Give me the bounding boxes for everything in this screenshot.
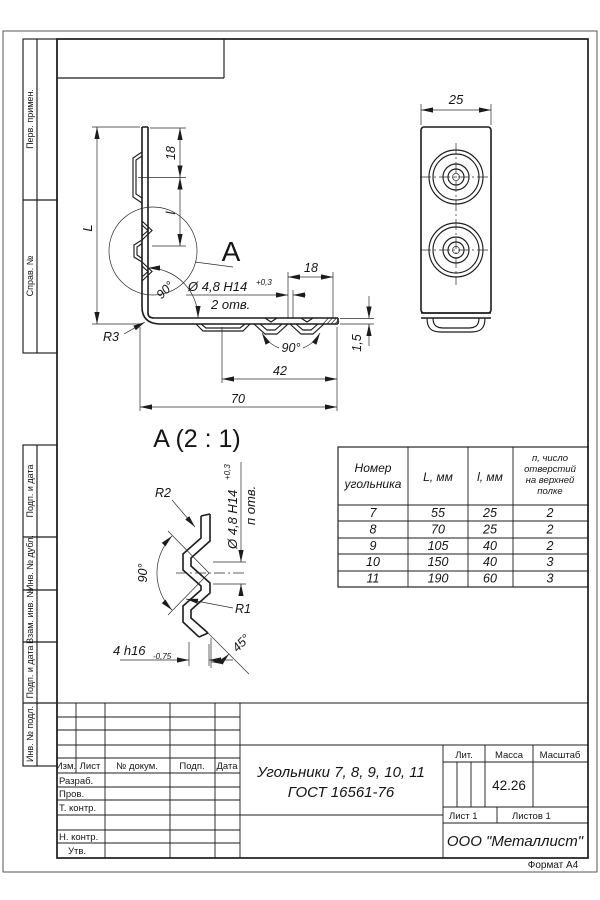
drawing-frame	[3, 31, 597, 872]
extension-lines	[421, 104, 491, 125]
col-header-number-line2: угольника	[344, 477, 402, 491]
table-row	[370, 523, 554, 537]
foot-emboss	[427, 318, 485, 332]
sidebar-label: Взам. инв. №	[25, 588, 35, 644]
thickness-dim-label: 4 h16	[113, 643, 146, 658]
sidebar-label: Подп. и дата	[25, 645, 35, 699]
hole-note-tolerance: +0,3	[256, 278, 272, 287]
mass-label: Масса	[494, 750, 524, 761]
rev-header-podp: Подп.	[179, 761, 205, 772]
detail-view	[113, 425, 258, 674]
angle-90-arc	[157, 536, 172, 610]
parameter-table	[338, 447, 588, 587]
cell-number: 9	[369, 539, 377, 553]
bend-lines	[421, 313, 491, 318]
cell-number: 7	[369, 506, 377, 520]
countersink-arc-right	[303, 333, 320, 348]
sidebar-label: Перв. примен.	[25, 89, 35, 149]
table-row	[367, 572, 554, 586]
row-label-utv: Утв.	[68, 846, 87, 857]
cell-l: 40	[483, 555, 497, 569]
cell-l: 25	[483, 522, 497, 537]
countersink-arc-left	[262, 333, 279, 348]
main-frame	[57, 39, 588, 858]
dim-18-top-label: 18	[164, 146, 178, 160]
table-row	[366, 555, 553, 569]
rev-header-data: Дата	[216, 761, 238, 772]
extension-lines	[92, 127, 374, 411]
sidebar-top-dividers	[23, 39, 57, 353]
sheets-total: Листов 1	[512, 811, 551, 822]
cell-l: 60	[483, 571, 497, 586]
sidebar-label: Инв. № подл.	[25, 705, 35, 763]
sidebar-label: Справ. №	[25, 255, 35, 297]
scale-label: Масштаб	[539, 750, 581, 761]
top-left-stamp-box	[57, 39, 224, 78]
col-header-number-line1: Номер	[354, 461, 392, 475]
col-header-n-line4: полке	[537, 486, 563, 497]
radius-r2-label: R2	[155, 486, 171, 500]
hole-note-line1: Ø 4,8 H14	[225, 489, 240, 549]
cell-number: 8	[369, 522, 377, 537]
row-label-nkontr: Н. контр.	[59, 832, 99, 843]
center-lines	[420, 143, 492, 285]
cell-L: 190	[427, 571, 449, 586]
angle-45-label: 45°	[229, 631, 253, 655]
sidebar-box-top	[23, 39, 57, 353]
rev-header-list: Лист	[79, 761, 101, 772]
doc-title-line2: ГОСТ 16561-76	[287, 784, 395, 801]
cell-n: 3	[546, 555, 554, 569]
thickness-tolerance: -0,75	[153, 652, 172, 661]
row-label-prov: Пров.	[59, 789, 85, 800]
table-row	[370, 506, 554, 520]
radius-r1-label: R1	[235, 602, 251, 616]
hole-note-line2: 2 отв.	[211, 297, 251, 312]
angle-90-label: 90°	[136, 563, 150, 583]
format-note: Формат А4	[527, 860, 579, 871]
section-hatch	[323, 319, 338, 325]
angle-45-arc	[211, 654, 229, 662]
col-header-l: l, мм	[477, 470, 503, 484]
dim-42-label: 42	[273, 364, 287, 378]
cell-l: 25	[483, 506, 497, 520]
row-label-tkontr: Т. контр.	[59, 803, 97, 814]
title-block	[56, 703, 588, 858]
detail-view-title: A (2 : 1)	[153, 425, 241, 453]
cell-L: 70	[431, 522, 445, 537]
dim-25-label: 25	[448, 92, 464, 107]
sheet-number: Лист 1	[449, 811, 478, 822]
cell-L: 105	[427, 539, 449, 553]
cell-n: 3	[546, 571, 554, 586]
dim-thickness-label: 1,5	[350, 334, 364, 352]
row-label-razrab: Разраб.	[59, 776, 94, 787]
cell-n: 2	[546, 522, 554, 537]
col-header-n-line3: на верхней	[525, 475, 575, 486]
dim-70-label: 70	[231, 392, 245, 406]
cell-l: 40	[483, 539, 497, 553]
sidebar-label: Подп. и дата	[25, 464, 35, 518]
doc-title-line1: Угольники 7, 8, 9, 10, 11	[257, 764, 425, 781]
cell-L: 55	[431, 506, 445, 520]
sheet-outer-border	[3, 31, 597, 872]
cell-n: 2	[546, 539, 554, 553]
main-view	[80, 127, 374, 411]
col-header-n-line1: п, число	[531, 453, 569, 464]
front-view	[420, 92, 492, 332]
cell-number: 10	[366, 555, 380, 569]
dim-l-label: l	[163, 211, 178, 215]
col-header-L: L, мм	[423, 470, 453, 484]
company-name: ООО "Металлист"	[446, 833, 584, 850]
rev-header-dokum: № докум.	[116, 761, 158, 772]
dim-L-label: L	[80, 224, 95, 232]
r2-leader	[172, 500, 195, 527]
dim-18-holes-label: 18	[304, 261, 318, 275]
hole-note-line1: Ø 4,8 H14	[188, 279, 248, 294]
r1-leader	[186, 599, 233, 608]
table-row	[370, 539, 554, 553]
col-header-n-line2: отверстий	[524, 464, 576, 475]
hole-lower	[429, 223, 483, 277]
cell-n: 2	[546, 506, 554, 520]
detail-callout-label: A	[221, 236, 241, 267]
hole-note-line2: п отв.	[243, 485, 258, 525]
mass-value: 42.26	[492, 778, 526, 793]
corner-radius-label: R3	[103, 330, 119, 344]
rev-header-izm: Изм.	[55, 761, 77, 772]
sidebar-label: Инв. № дубл.	[25, 535, 35, 591]
sidebar-labels	[25, 89, 35, 762]
detail-callout-circle	[109, 207, 197, 295]
cell-L: 150	[427, 555, 449, 569]
hole-note-tolerance: +0,3	[223, 464, 232, 480]
cell-number: 11	[366, 571, 380, 586]
lit-label: Лит.	[455, 750, 473, 761]
corner-angle-label: 90°	[153, 278, 177, 302]
countersink-angle-label: 90°	[281, 341, 301, 355]
section-profile	[183, 514, 210, 637]
